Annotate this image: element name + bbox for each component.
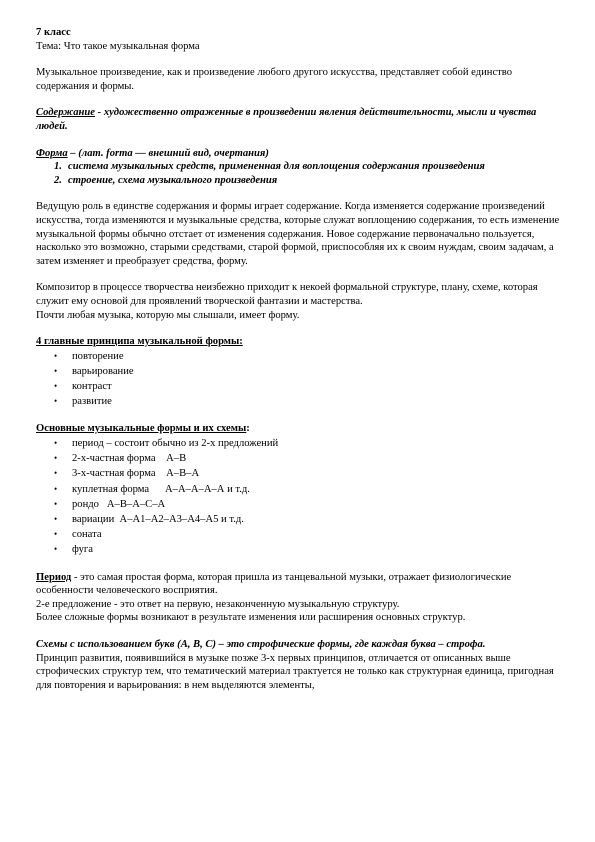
- bullet-icon: •: [54, 453, 58, 464]
- content-role-paragraph: Ведущую роль в единстве содержания и формы играет содержание. Когда изменяется содержание произведений искусства, тогда изменяются и музыкальные средства, которые служат воплощению содержания, то есть изменение музыкальной формы обычно отстает от изменения содержания. Новое содержание первоначально пользуется, насколько это возможно, старыми средствами, старой формой, приспособляя их к своим нуждам, своим задачам, а затем изменяет и преобразует средства, форму.: [36, 201, 560, 267]
- list-item: • соната: [36, 527, 560, 542]
- forms-heading: Основные музыкальные формы и их схемы:: [36, 423, 250, 435]
- list-item: • фуга: [36, 542, 560, 557]
- form-definition-list: [36, 160, 560, 187]
- list-item: • повторение: [36, 349, 560, 364]
- form-term: Форма: [36, 147, 68, 159]
- list-item: • период – состоит обычно из 2-х предложений: [36, 436, 560, 451]
- list-item: • развитие: [36, 394, 560, 409]
- schemes-heading: Схемы с использованием букв (А, В, С) – это строфические формы, где каждая буква – строфа.: [36, 638, 486, 650]
- intro-paragraph: Музыкальное произведение, как и произведение любого другого искусства, представляет собой единство содержания и формы.: [36, 67, 513, 92]
- composer-paragraph: Композитор в процессе творчества неизбежно приходит к некоей формальной структуре, плану, схеме, которая служит ему основой для проявлений творческой фантазии и мастерства.: [36, 282, 538, 307]
- forms-list: [36, 436, 560, 558]
- document-page: [36, 26, 560, 692]
- content-term: Содержание: [36, 107, 96, 119]
- list-item: • рондо А–В–А–С–А: [36, 497, 560, 512]
- list-item: • вариации А–А1–А2–А3–А4–А5 и т.д.: [36, 512, 560, 527]
- list-item: • контраст: [36, 379, 560, 394]
- period-term: Период: [36, 571, 72, 583]
- bullet-icon: •: [54, 513, 58, 524]
- bullet-icon: •: [54, 396, 58, 407]
- form-def-item: 2. строение, схема музыкального произведения: [54, 174, 278, 186]
- bullet-icon: •: [54, 529, 58, 540]
- bullet-icon: •: [54, 381, 58, 392]
- development-paragraph: Принцип развития, появившийся в музыке позже 3-х первых принципов, отличается от описанных выше строфических структур тем, что тематический материал трактуется не только как структурная единица, пригодная для повторения и варьирования: в нем выделяются элементы,: [36, 652, 554, 691]
- form-definition: [36, 147, 560, 161]
- bullet-icon: •: [54, 498, 58, 509]
- period-line-3: Более сложные формы возникают в результате изменения или расширения основных структур.: [36, 612, 466, 624]
- form-def-item: 1. система музыкальных средств, примененная для воплощения содержания произведения: [54, 161, 485, 173]
- list-item: • 2-х-частная форма А–В: [36, 451, 560, 466]
- all-music-paragraph: Почти любая музыка, которую мы слышали, имеет форму.: [36, 309, 300, 321]
- bullet-icon: •: [54, 544, 58, 555]
- grade-label: 7 класс: [36, 27, 71, 38]
- period-line-2: 2-е предложение - это ответ на первую, незаконченную музыкальную структуру.: [36, 598, 400, 610]
- bullet-icon: •: [54, 468, 58, 479]
- content-definition: [36, 106, 560, 133]
- principles-heading: 4 главные принципа музыкальной формы:: [36, 336, 243, 348]
- bullet-icon: •: [54, 483, 58, 494]
- bullet-icon: •: [54, 365, 58, 376]
- list-item: • варьирование: [36, 364, 560, 379]
- topic-title: Тема: Что такое музыкальная форма: [36, 40, 200, 52]
- content-def-text: - художественно отраженные в произведении явления действительности, мысли и чувства людей.: [36, 107, 537, 132]
- form-def-text: – (лат. forma — внешний вид, очертания): [67, 147, 269, 159]
- bullet-icon: •: [54, 438, 58, 449]
- principles-list: [36, 349, 560, 410]
- list-item: • куплетная форма А–А–А–А–А и т.д.: [36, 482, 560, 497]
- period-paragraph: Период - это самая простая форма, которая пришла из танцевальной музыки, отражает физиологические особенности человеческого восприятия.: [36, 571, 512, 597]
- bullet-icon: •: [54, 350, 58, 361]
- list-item: • 3-х-частная форма А–В–А: [36, 466, 560, 481]
